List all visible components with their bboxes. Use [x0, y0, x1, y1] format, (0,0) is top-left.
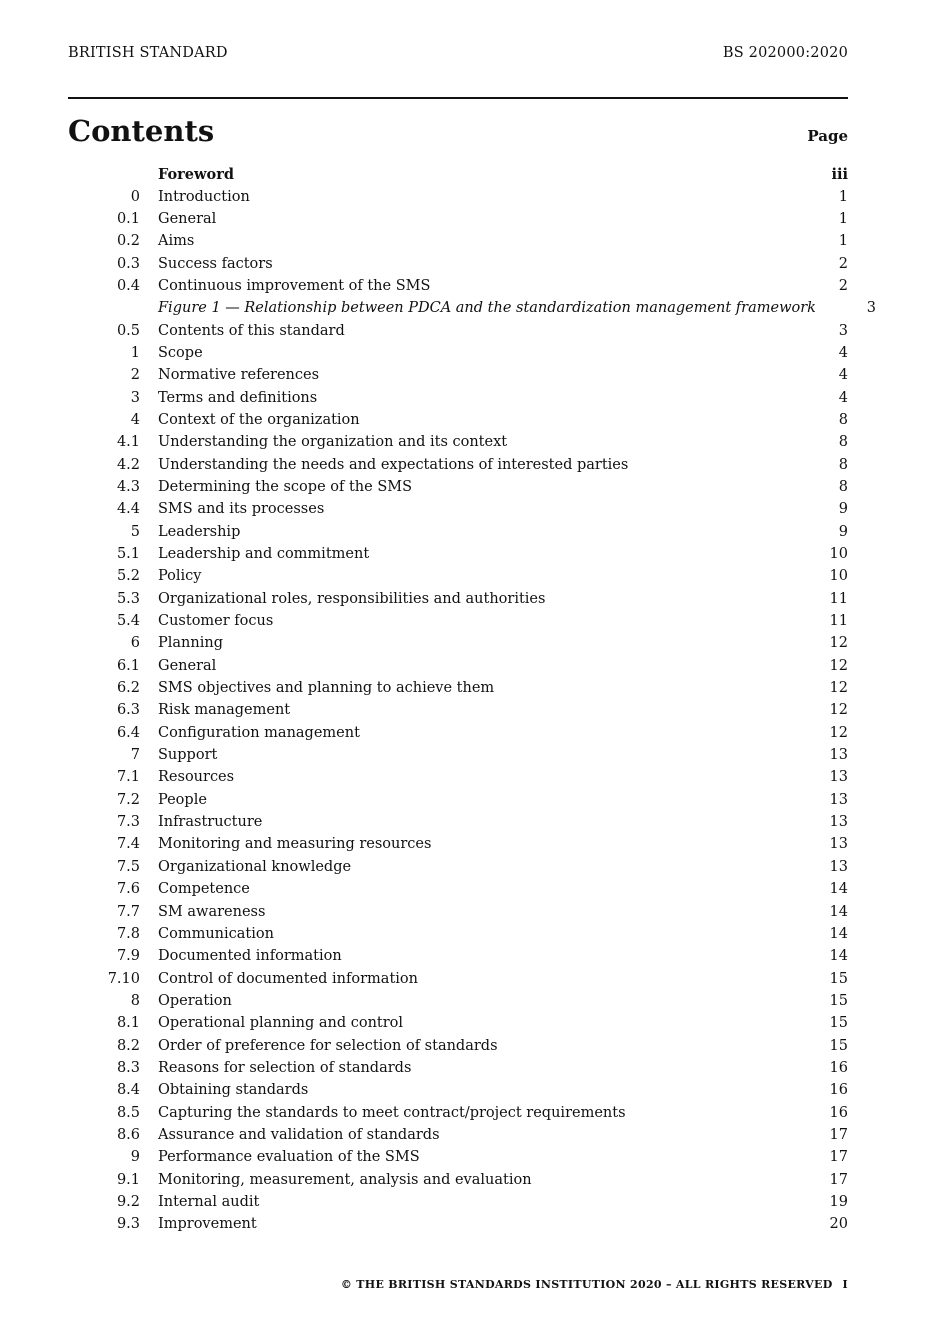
toc-entry-title: SMS objectives and planning to achieve them [158, 680, 495, 697]
toc-entry-page: 15 [829, 1015, 848, 1032]
toc-entry[interactable] [68, 1168, 848, 1190]
toc-entry-number: 7.7 [116, 903, 140, 920]
toc-entry-title: Monitoring, measurement, analysis and evaluation [158, 1171, 532, 1188]
toc-entry-title: Leadership and commitment [158, 546, 370, 563]
toc-entry[interactable] [68, 319, 848, 341]
toc-entry-page: 13 [829, 791, 848, 808]
toc-entry-number: 7.5 [116, 858, 140, 875]
toc-entry-title: Terms and definitions [158, 389, 318, 406]
table-of-contents [68, 163, 876, 1236]
toc-entry-title: General [158, 210, 217, 227]
toc-entry-number: 6.2 [116, 680, 140, 697]
toc-entry-page: 9 [838, 523, 848, 540]
toc-entry-title: Support [158, 747, 218, 764]
page-column-label: Page [807, 127, 848, 145]
toc-entry-number: 0.5 [116, 322, 140, 339]
toc-entry-title: Documented information [158, 948, 342, 965]
toc-entry-number: 5.2 [116, 568, 140, 585]
toc-entry-title: Performance evaluation of the SMS [158, 1149, 420, 1166]
toc-entry-number: 1 [130, 344, 140, 361]
toc-entry-title: Figure 1 — Relationship between PDCA and the standardization management framework [158, 300, 816, 317]
toc-entry-page: 10 [829, 546, 848, 563]
toc-entry-title: Understanding the organization and its context [158, 434, 508, 451]
toc-entry-page: 4 [838, 367, 848, 384]
toc-entry-title: Competence [158, 881, 250, 898]
toc-entry-page: 13 [829, 747, 848, 764]
toc-entry-title: Risk management [158, 702, 291, 719]
toc-entry[interactable] [68, 163, 848, 185]
toc-entry-title: Introduction [158, 188, 250, 205]
toc-entry-page: 12 [829, 635, 848, 652]
toc-entry-number: 5.3 [116, 590, 140, 607]
toc-entry-title: SM awareness [158, 903, 266, 920]
toc-entry-page: 14 [829, 925, 848, 942]
toc-entry-title: Normative references [158, 367, 320, 384]
toc-entry-number: 4 [130, 411, 140, 428]
toc-entry-page: 1 [838, 233, 848, 250]
toc-entry-number: 8 [130, 992, 140, 1009]
toc-entry-number: 4.1 [116, 434, 140, 451]
toc-entry-page: 19 [829, 1193, 848, 1210]
toc-entry-title: Understanding the needs and expectations of interested parties [158, 456, 629, 473]
toc-entry[interactable] [68, 766, 848, 788]
toc-entry-title: Communication [158, 925, 274, 942]
toc-entry[interactable] [68, 409, 848, 431]
toc-entry-page: 12 [829, 657, 848, 674]
toc-entry-page: 17 [829, 1171, 848, 1188]
toc-entry-number: 7.10 [107, 970, 140, 987]
toc-entry-number: 9 [130, 1149, 140, 1166]
toc-entry-number: 9.2 [116, 1193, 140, 1210]
toc-entry-page: 12 [829, 702, 848, 719]
toc-entry-page: 3 [866, 300, 876, 317]
header-rule [68, 97, 848, 99]
toc-entry-number: 0.4 [116, 277, 140, 294]
toc-entry[interactable] [68, 1101, 848, 1123]
toc-entry-number: 0.2 [116, 233, 140, 250]
toc-entry-title: Capturing the standards to meet contract/project requirements [158, 1104, 626, 1121]
toc-entry-page: 16 [829, 1082, 848, 1099]
toc-entry[interactable] [68, 1079, 848, 1101]
toc-entry-page: 13 [829, 858, 848, 875]
toc-entry-number: 9.3 [116, 1216, 140, 1233]
toc-entry-number: 5.4 [116, 613, 140, 630]
toc-entry-title: Infrastructure [158, 814, 263, 831]
toc-entry-title: People [158, 791, 207, 808]
toc-entry[interactable] [68, 565, 848, 587]
toc-entry-number: 4.2 [116, 456, 140, 473]
toc-entry-page: 16 [829, 1104, 848, 1121]
toc-entry[interactable] [68, 297, 876, 319]
toc-entry-page: 13 [829, 769, 848, 786]
toc-entry[interactable] [68, 588, 848, 610]
toc-entry[interactable] [68, 543, 848, 565]
toc-entry[interactable] [68, 1213, 848, 1235]
toc-entry[interactable] [68, 610, 848, 632]
toc-entry-title: Resources [158, 769, 235, 786]
toc-entry[interactable] [68, 1012, 848, 1034]
toc-entry[interactable] [68, 923, 848, 945]
toc-entry-page: 13 [829, 814, 848, 831]
toc-entry-number: 7.9 [116, 948, 140, 965]
toc-entry-title: SMS and its processes [158, 501, 325, 518]
toc-entry-number: 8.6 [116, 1126, 140, 1143]
toc-entry[interactable] [68, 1191, 848, 1213]
toc-entry-number: 7.3 [116, 814, 140, 831]
toc-entry-title: Foreword [158, 165, 234, 183]
toc-entry-number: 6.3 [116, 702, 140, 719]
toc-entry[interactable] [68, 677, 848, 699]
toc-entry-title: Operation [158, 992, 232, 1009]
toc-entry[interactable] [68, 252, 848, 274]
toc-entry-title: Configuration management [158, 724, 360, 741]
toc-entry-number: 7.8 [116, 925, 140, 942]
toc-entry-page: iii [831, 165, 848, 183]
toc-entry[interactable] [68, 655, 848, 677]
toc-entry-title: Control of documented information [158, 970, 418, 987]
toc-entry-page: 2 [838, 255, 848, 272]
toc-entry[interactable] [68, 230, 848, 252]
toc-entry-number: 8.4 [116, 1082, 140, 1099]
toc-entry[interactable] [68, 967, 848, 989]
toc-entry[interactable] [68, 878, 848, 900]
toc-entry[interactable] [68, 722, 848, 744]
toc-entry-page: 12 [829, 680, 848, 697]
page-title: Contents [68, 114, 215, 148]
toc-entry-page: 9 [838, 501, 848, 518]
toc-entry[interactable] [68, 386, 848, 408]
toc-entry-number: 7.1 [116, 769, 140, 786]
toc-entry-number: 9.1 [116, 1171, 140, 1188]
toc-entry[interactable] [68, 990, 848, 1012]
toc-entry[interactable] [68, 498, 848, 520]
toc-entry-number: 0 [130, 188, 140, 205]
toc-entry-number: 7.2 [116, 791, 140, 808]
toc-entry-number: 8.3 [116, 1059, 140, 1076]
toc-entry-page: 20 [829, 1216, 848, 1233]
toc-entry-title: Monitoring and measuring resources [158, 836, 432, 853]
toc-entry-number: 5.1 [116, 546, 140, 563]
toc-entry[interactable] [68, 1034, 848, 1056]
toc-entry-title: Order of preference for selection of standards [158, 1037, 498, 1054]
toc-entry-page: 4 [838, 389, 848, 406]
toc-entry-title: Scope [158, 344, 203, 361]
contents-title-row [68, 114, 848, 148]
toc-entry-title: Organizational knowledge [158, 858, 352, 875]
toc-entry-page: 14 [829, 881, 848, 898]
toc-entry-page: 15 [829, 1037, 848, 1054]
toc-entry-title: Operational planning and control [158, 1015, 404, 1032]
toc-entry-title: Obtaining standards [158, 1082, 309, 1099]
toc-entry-title: Reasons for selection of standards [158, 1059, 412, 1076]
toc-entry-page: 16 [829, 1059, 848, 1076]
toc-entry[interactable] [68, 744, 848, 766]
toc-entry-page: 10 [829, 568, 848, 585]
toc-entry-title: Context of the organization [158, 411, 360, 428]
toc-entry-page: 8 [838, 478, 848, 495]
toc-entry[interactable] [68, 811, 848, 833]
toc-entry-page: 4 [838, 344, 848, 361]
toc-entry-title: Success factors [158, 255, 273, 272]
toc-entry-page: 11 [829, 590, 848, 607]
toc-entry-page: 2 [838, 277, 848, 294]
header-standard-type: BRITISH STANDARD [68, 45, 228, 61]
toc-entry[interactable] [68, 453, 848, 475]
toc-entry-page: 8 [838, 411, 848, 428]
toc-entry-page: 14 [829, 903, 848, 920]
toc-entry-page: 14 [829, 948, 848, 965]
toc-entry-number: 3 [130, 389, 140, 406]
toc-entry-title: Aims [158, 233, 195, 250]
toc-entry-number: 2 [130, 367, 140, 384]
toc-entry-number: 4.4 [116, 501, 140, 518]
toc-entry[interactable] [68, 476, 848, 498]
toc-entry[interactable] [68, 208, 848, 230]
toc-entry[interactable] [68, 945, 848, 967]
toc-entry[interactable] [68, 1146, 848, 1168]
toc-entry-number: 0.1 [116, 210, 140, 227]
toc-entry-page: 3 [838, 322, 848, 339]
toc-entry-page: 15 [829, 992, 848, 1009]
toc-entry-title: Planning [158, 635, 223, 652]
toc-entry-number: 8.1 [116, 1015, 140, 1032]
toc-entry-title: General [158, 657, 217, 674]
toc-entry-number: 4.3 [116, 478, 140, 495]
toc-entry[interactable] [68, 699, 848, 721]
header-standard-number: BS 202000:2020 [722, 45, 848, 61]
toc-entry[interactable] [68, 1057, 848, 1079]
toc-entry[interactable] [68, 364, 848, 386]
toc-entry-page: 17 [829, 1126, 848, 1143]
toc-entry-number: 6 [130, 635, 140, 652]
toc-entry-number: 7.4 [116, 836, 140, 853]
toc-entry-number: 6.4 [116, 724, 140, 741]
toc-entry-title: Continuous improvement of the SMS [158, 277, 431, 294]
toc-entry-title: Policy [158, 568, 202, 585]
toc-entry[interactable] [68, 900, 848, 922]
toc-entry-number: 8.2 [116, 1037, 140, 1054]
toc-entry-page: 11 [829, 613, 848, 630]
toc-entry[interactable] [68, 275, 848, 297]
toc-entry-title: Assurance and validation of standards [158, 1126, 440, 1143]
toc-entry-page: 8 [838, 456, 848, 473]
toc-entry[interactable] [68, 632, 848, 654]
page-footer [341, 1278, 848, 1291]
toc-entry[interactable] [68, 431, 848, 453]
toc-entry-page: 1 [838, 188, 848, 205]
toc-entry[interactable] [68, 185, 848, 207]
toc-entry-page: 17 [829, 1149, 848, 1166]
toc-entry[interactable] [68, 521, 848, 543]
toc-entry-page: 13 [829, 836, 848, 853]
toc-entry[interactable] [68, 789, 848, 811]
toc-entry-number: 0.3 [116, 255, 140, 272]
toc-entry-title: Leadership [158, 523, 241, 540]
toc-entry-page: 12 [829, 724, 848, 741]
toc-entry-title: Organizational roles, responsibilities and authorities [158, 590, 546, 607]
toc-entry[interactable] [68, 342, 848, 364]
toc-entry-number: 8.5 [116, 1104, 140, 1121]
toc-entry-number: 7.6 [116, 881, 140, 898]
footer-page-number: I [842, 1278, 848, 1291]
page-header [68, 45, 848, 61]
toc-entry[interactable] [68, 856, 848, 878]
toc-entry-page: 1 [838, 210, 848, 227]
toc-entry-title: Customer focus [158, 613, 274, 630]
footer-copyright: © THE BRITISH STANDARDS INSTITUTION 2020 – ALL RIGHTS RESERVED [340, 1278, 833, 1291]
toc-entry-number: 7 [130, 747, 140, 764]
toc-entry-number: 5 [130, 523, 140, 540]
toc-entry-title: Contents of this standard [158, 322, 345, 339]
toc-entry-title: Determining the scope of the SMS [158, 478, 413, 495]
toc-entry-page: 15 [829, 970, 848, 987]
toc-entry-title: Improvement [158, 1216, 257, 1233]
toc-entry-number: 6.1 [116, 657, 140, 674]
toc-entry[interactable] [68, 1124, 848, 1146]
toc-entry-title: Internal audit [158, 1193, 260, 1210]
toc-entry-page: 8 [838, 434, 848, 451]
toc-entry[interactable] [68, 833, 848, 855]
